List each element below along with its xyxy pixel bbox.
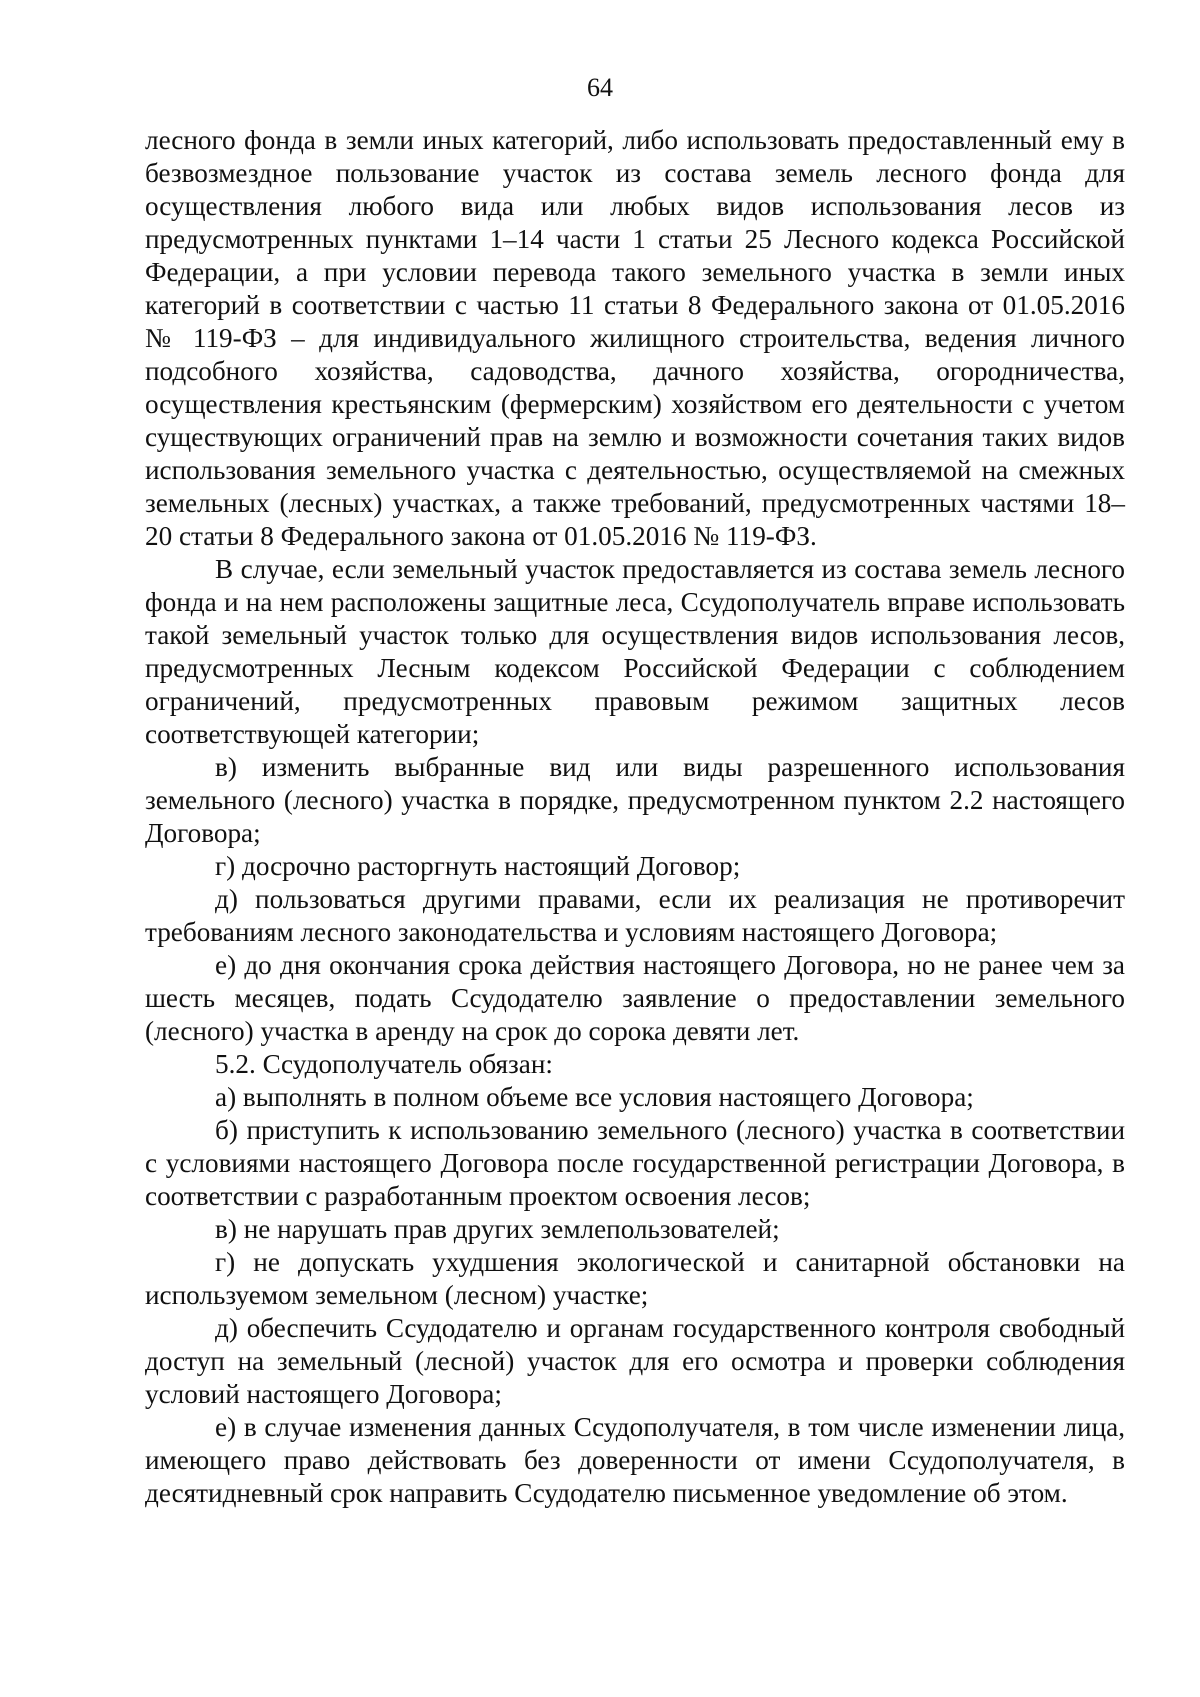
paragraph-duty-e: е) в случае изменения данных Ссудополучателя, в том числе изменении лица, имеющего право действовать без доверенности от имени Ссудополучателя, в десятидневный срок направить Ссудодателю письменное уведомление об этом. <box>145 1412 1125 1508</box>
paragraph-right-d: д) пользоваться другими правами, если их реализация не противоречит требованиям лесного законодательства и условиям настоящего Договора; <box>145 884 1125 947</box>
document-body <box>145 124 1125 1510</box>
paragraph-right-g: г) досрочно расторгнуть настоящий Договор; <box>215 851 741 881</box>
paragraph-duty-g: г) не допускать ухудшения экологической и санитарной обстановки на используемом земельном (лесном) участке; <box>145 1247 1125 1310</box>
paragraph-right-v: в) изменить выбранные вид или виды разрешенного использования земельного (лесного) участка в порядке, предусмотренном пунктом 2.2 настоящего Договора; <box>145 752 1125 848</box>
paragraph-duty-a: а) выполнять в полном объеме все условия настоящего Договора; <box>215 1082 974 1112</box>
paragraph-duty-d: д) обеспечить Ссудодателю и органам государственного контроля свободный доступ на земельный (лесной) участок для его осмотра и проверки соблюдения условий настоящего Договора; <box>145 1313 1125 1409</box>
paragraph-duty-b: б) приступить к использованию земельного (лесного) участка в соответствии с условиями настоящего Договора после государственной регистрации Договора, в соответствии с разработанным проектом освоения лесов; <box>145 1115 1125 1211</box>
page-number: 64 <box>587 73 613 102</box>
paragraph-duty-v: в) не нарушать прав других землепользователей; <box>215 1214 780 1244</box>
section-heading-5-2: 5.2. Ссудополучатель обязан: <box>215 1049 553 1079</box>
paragraph-right-e: е) до дня окончания срока действия настоящего Договора, но не ранее чем за шесть месяцев, подать Ссудодателю заявление о предоставлении земельного (лесного) участка в аренду на срок до сорока девяти лет. <box>145 950 1125 1046</box>
paragraph-protective-forests: В случае, если земельный участок предоставляется из состава земель лесного фонда и на нем расположены защитные леса, Ссудополучатель вправе использовать такой земельный участок только для осуществления видов использования лесов, предусмотренных Лесным кодексом Российской Федерации с соблюдением ограничений, предусмотренных правовым режимом защитных лесов соответствующей категории; <box>145 554 1125 749</box>
paragraph-continuation: лесного фонда в земли иных категорий, либо использовать предоставленный ему в безвозмездное пользование участок из состава земель лесного фонда для осуществления любого вида или любых видов использования лесов из предусмотренных пунктами 1–14 части 1 статьи 25 Лесного кодекса Российской Федерации, а при условии перевода такого земельного участка в земли иных категорий в соответствии с частью 11 статьи 8 Федерального закона от 01.05.2016 № 119-ФЗ – для индивидуального жилищного строительства, ведения личного подсобного хозяйства, садоводства, дачного хозяйства, огородничества, осуществления крестьянским (фермерским) хозяйством его деятельности с учетом существующих ограничений прав на землю и возможности сочетания таких видов использования земельного участка с деятельностью, осуществляемой на смежных земельных (лесных) участках, а также требований, предусмотренных частями 18–20 статьи 8 Федерального закона от 01.05.2016 № 119-ФЗ. <box>145 125 1125 551</box>
